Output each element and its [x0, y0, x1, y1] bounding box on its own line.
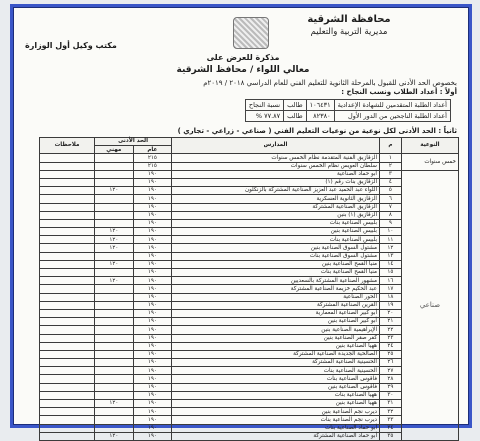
notes: [40, 203, 95, 211]
header-notes: ملاحظات: [40, 138, 95, 154]
school-name: ديرب نجم الصناعية بنات: [172, 416, 380, 424]
min-general: ٢١٥: [133, 154, 171, 162]
min-general: ١٩٠: [133, 359, 171, 367]
section-2-title: ثانياً : الحد الأدنى لكل نوعية من نوعيات التعليم الفني ( صناعي - زراعي - تجاري ): [177, 127, 457, 135]
row-number: ١٢: [380, 244, 402, 252]
pass-rate-value: ٧٧.٨٧ %: [245, 111, 283, 122]
notes: [40, 211, 95, 219]
notes: [40, 424, 95, 432]
row-number: ٨: [380, 211, 402, 219]
school-name: فاقوس الصناعية بنات: [172, 375, 380, 383]
school-name: ههيا الصناعية بنات: [172, 391, 380, 399]
notes: [40, 400, 95, 408]
table-row: [40, 178, 459, 186]
min-technical: [95, 367, 133, 375]
school-name: الزقازيق (١) بنين: [172, 211, 380, 219]
table-row: [40, 203, 459, 211]
school-name: أبو حماد الصناعية المشتركة: [172, 432, 380, 440]
summary-unit: طالب: [284, 111, 307, 122]
min-general: ١٩٠: [133, 228, 171, 236]
min-grades-table: [39, 137, 459, 441]
min-technical: [95, 416, 133, 424]
header-type: النوعية: [401, 138, 458, 154]
school-name: اللواء عبد الحميد عبد العزيز الصناعية المشتركة بالزنكلون: [172, 187, 380, 195]
school-name: الزقازيق الفنية المتقدمة نظام الخمس سنوات: [172, 154, 380, 162]
school-name: الزقازيق الثانوية العسكرية: [172, 195, 380, 203]
governorate-name: محافظة الشرقية: [307, 14, 391, 25]
notes: [40, 293, 95, 301]
row-number: ٣٢: [380, 408, 402, 416]
memo-subject: بخصوص الحد الأدنى للقبول بالمرحلة الثانوية للتعليم الفني للعام الدراسي ٢٠١٨ / ٢٠١٩م: [203, 79, 457, 87]
summary-value: ٨٢٣٨٠: [306, 111, 334, 122]
table-row: [40, 375, 459, 383]
notes: [40, 309, 95, 317]
min-general: ١٩٠: [133, 391, 171, 399]
notes: [40, 375, 95, 383]
notes: [40, 318, 95, 326]
header-number: م: [380, 138, 402, 154]
min-technical: [95, 408, 133, 416]
notes: [40, 350, 95, 358]
school-name: الحسينية الصناعية بنات: [172, 367, 380, 375]
min-general: ١٩٠: [133, 252, 171, 260]
type-note-cell: خمس سنوات: [401, 154, 458, 170]
table-header-row: [40, 138, 459, 146]
min-general: ١٩٠: [133, 350, 171, 358]
memo-title: مذكرة للعرض على: [206, 53, 280, 62]
table-row: [40, 269, 459, 277]
table-row: [40, 293, 459, 301]
school-name: فاقوس الصناعية بنين: [172, 383, 380, 391]
row-number: ٣: [380, 170, 402, 178]
min-general: ١٩٠: [133, 301, 171, 309]
row-number: ١٦: [380, 277, 402, 285]
letterhead: [289, 13, 409, 39]
min-general: ١٩٠: [133, 195, 171, 203]
header-min-grade: الحد الأدنى: [95, 138, 172, 146]
min-general: ١٩٠: [133, 293, 171, 301]
row-number: ٢٢: [380, 326, 402, 334]
row-number: ٢٦: [380, 359, 402, 367]
min-technical: [95, 252, 133, 260]
table-row: [40, 277, 459, 285]
table-row: [40, 318, 459, 326]
min-technical: [95, 170, 133, 178]
table-row: [40, 252, 459, 260]
school-name: أبو كبير الصناعية بنين: [172, 318, 380, 326]
summary-value: ١٠٦٤٣١: [306, 100, 334, 111]
min-general: ١٩٠: [133, 375, 171, 383]
office-name: مكتب وكيل أول الوزارة: [25, 41, 117, 50]
table-row: [40, 408, 459, 416]
row-number: ٣٣: [380, 416, 402, 424]
row-number: ٦: [380, 195, 402, 203]
row-number: ١: [380, 154, 402, 162]
min-general: ١٩٠: [133, 203, 171, 211]
table-row: [40, 228, 459, 236]
row-number: ١١: [380, 236, 402, 244]
notes: [40, 236, 95, 244]
min-technical: [95, 424, 133, 432]
memo-body: [25, 79, 457, 97]
row-number: ١٠: [380, 228, 402, 236]
min-technical: ١٢٠: [95, 236, 133, 244]
row-number: ٢٨: [380, 375, 402, 383]
notes: [40, 269, 95, 277]
table-row: [40, 383, 459, 391]
row-number: ٢٠: [380, 309, 402, 317]
min-general: ١٩٠: [133, 211, 171, 219]
notes: [40, 178, 95, 186]
school-name: ههيا الصناعية بنين: [172, 342, 380, 350]
results-summary-table: [245, 99, 451, 122]
min-technical: ١٢٠: [95, 400, 133, 408]
table-row: [40, 359, 459, 367]
table-row: [40, 416, 459, 424]
school-name: ههيا الصناعية بنين: [172, 400, 380, 408]
school-name: كفر صقر الصناعية بنين: [172, 334, 380, 342]
notes: [40, 334, 95, 342]
min-technical: [95, 350, 133, 358]
table-row: [40, 367, 459, 375]
row-number: ٩: [380, 219, 402, 227]
row-number: ١٤: [380, 260, 402, 268]
table-row: [40, 162, 459, 170]
section-1-title: أولاً : أعداد الطلاب ونسب النجاح :: [341, 88, 457, 96]
memo-addressee: معالي اللواء / محافظ الشرقية: [176, 65, 310, 75]
school-name: سلطان العويس نظام الخمس سنوات: [172, 162, 380, 170]
row-number: ٢٣: [380, 334, 402, 342]
notes: [40, 432, 95, 440]
summary-label: أعداد الطلبة الناجحين من الدور الأول: [334, 111, 450, 122]
table-row: [40, 432, 459, 440]
notes: [40, 260, 95, 268]
school-name: منيا القمح الصناعية بنين: [172, 260, 380, 268]
min-general: ١٩٠: [133, 244, 171, 252]
min-general: ١٩٠: [133, 309, 171, 317]
school-name: أبو كبير الصناعية المعمارية: [172, 309, 380, 317]
min-technical: [95, 178, 133, 186]
min-technical: [95, 154, 133, 162]
min-technical: [95, 195, 133, 203]
summary-row: [245, 100, 450, 111]
school-name: الحسينية الصناعية المشتركة: [172, 359, 380, 367]
row-number: ٧: [380, 203, 402, 211]
school-name: الحور الصناعية: [172, 293, 380, 301]
min-technical: [95, 342, 133, 350]
table-row: [40, 187, 459, 195]
scanned-memo-page: [10, 4, 472, 440]
notes: [40, 195, 95, 203]
row-number: ٢٤: [380, 342, 402, 350]
row-number: ١٥: [380, 269, 402, 277]
school-name: منيا القمح الصناعية بنات: [172, 269, 380, 277]
row-number: ١٨: [380, 293, 402, 301]
min-general: ١٩٠: [133, 318, 171, 326]
min-technical: [95, 375, 133, 383]
min-technical: [95, 383, 133, 391]
notes: [40, 219, 95, 227]
table-row: [40, 211, 459, 219]
row-number: ٤: [380, 178, 402, 186]
table-row: [40, 326, 459, 334]
row-number: ٣١: [380, 400, 402, 408]
notes: [40, 359, 95, 367]
type-cell: صناعي: [401, 170, 458, 440]
header-general: عام: [133, 146, 171, 154]
notes: [40, 416, 95, 424]
emblem-icon: [233, 17, 269, 49]
table-row: [40, 195, 459, 203]
school-name: مشهور الصناعية المشتركة بالسعديين: [172, 277, 380, 285]
min-technical: [95, 326, 133, 334]
min-general: ١٩٠: [133, 178, 171, 186]
school-name: مشتول السوق الصناعية بنات: [172, 252, 380, 260]
notes: [40, 285, 95, 293]
min-general: ١٩٠: [133, 187, 171, 195]
min-technical: [95, 309, 133, 317]
table-body: [40, 154, 459, 441]
school-name: مشتول السوق الصناعية بنين: [172, 244, 380, 252]
notes: [40, 342, 95, 350]
school-name: بلبيس الصناعية بنات: [172, 236, 380, 244]
table-row: [40, 350, 459, 358]
min-general: ١٩٠: [133, 236, 171, 244]
min-general: ٢١٥: [133, 162, 171, 170]
min-technical: [95, 293, 133, 301]
min-technical: [95, 391, 133, 399]
notes: [40, 277, 95, 285]
min-general: ١٩٠: [133, 219, 171, 227]
min-general: ١٩٠: [133, 170, 171, 178]
table-row: [40, 260, 459, 268]
min-general: ١٩٠: [133, 326, 171, 334]
min-technical: [95, 334, 133, 342]
header-technical: مهني: [95, 146, 133, 154]
min-technical: [95, 162, 133, 170]
table-row: [40, 309, 459, 317]
school-name: بلبيس الصناعية بنات: [172, 219, 380, 227]
min-general: ١٩٠: [133, 432, 171, 440]
notes: [40, 367, 95, 375]
row-number: ٥: [380, 187, 402, 195]
row-number: ١٧: [380, 285, 402, 293]
min-technical: [95, 359, 133, 367]
min-general: ١٩٠: [133, 367, 171, 375]
min-technical: [95, 301, 133, 309]
row-number: ١٣: [380, 252, 402, 260]
min-general: ١٩٠: [133, 408, 171, 416]
min-general: ١٩٠: [133, 260, 171, 268]
notes: [40, 244, 95, 252]
row-number: ٢٧: [380, 367, 402, 375]
table-row: [40, 244, 459, 252]
min-general: ١٩٠: [133, 424, 171, 432]
school-name: ديرب نجم الصناعية بنين: [172, 408, 380, 416]
min-technical: ١٢٠: [95, 244, 133, 252]
notes: [40, 187, 95, 195]
min-technical: ١٢٠: [95, 260, 133, 268]
notes: [40, 162, 95, 170]
min-technical: [95, 318, 133, 326]
min-technical: [95, 211, 133, 219]
school-name: أبو حماد الصناعية: [172, 170, 380, 178]
header-schools: المدارس: [172, 138, 380, 154]
table-row: [40, 236, 459, 244]
min-technical: [95, 269, 133, 277]
row-number: ٣٠: [380, 391, 402, 399]
table-row: [40, 301, 459, 309]
notes: [40, 391, 95, 399]
min-technical: [95, 203, 133, 211]
school-name: الزقازيق الصناعية المشتركة: [172, 203, 380, 211]
notes: [40, 326, 95, 334]
school-name: الإبراهيمية الصناعية بنين: [172, 326, 380, 334]
summary-unit: طالب: [284, 100, 307, 111]
table-row: [40, 334, 459, 342]
min-general: ١٩٠: [133, 334, 171, 342]
table-row: [40, 400, 459, 408]
school-name: الزقازيق بنات رقم (١): [172, 178, 380, 186]
table-row: [40, 170, 459, 178]
min-technical: [95, 219, 133, 227]
table-row: [40, 219, 459, 227]
min-general: ١٩٠: [133, 277, 171, 285]
summary-label: أعداد الطلبة المتقدمين للشهادة الإعدادية: [334, 100, 450, 111]
row-number: ٣٤: [380, 424, 402, 432]
row-number: ٢١: [380, 318, 402, 326]
min-technical: ١٢٠: [95, 187, 133, 195]
school-name: الصالحية الجديدة الصناعية المشتركة: [172, 350, 380, 358]
notes: [40, 154, 95, 162]
notes: [40, 170, 95, 178]
notes: [40, 383, 95, 391]
school-name: بلبيس الصناعية بنين: [172, 228, 380, 236]
min-technical: ١٢٠: [95, 228, 133, 236]
summary-row: [245, 111, 450, 122]
row-number: ٢: [380, 162, 402, 170]
notes: [40, 252, 95, 260]
min-general: ١٩٠: [133, 416, 171, 424]
row-number: ٢٥: [380, 350, 402, 358]
school-name: عبد الحكيم خزيمة الصناعية المشتركة: [172, 285, 380, 293]
school-name: القرين الصناعية المشتركة: [172, 301, 380, 309]
min-technical: ١٢٠: [95, 277, 133, 285]
directorate-name: مديرية التربية والتعليم: [310, 27, 388, 37]
pass-rate-label: نسبة النجاح: [245, 100, 283, 111]
table-row: [40, 342, 459, 350]
row-number: ١٩: [380, 301, 402, 309]
row-number: ٣٥: [380, 432, 402, 440]
row-number: ٢٩: [380, 383, 402, 391]
notes: [40, 301, 95, 309]
min-general: ١٩٠: [133, 383, 171, 391]
school-name: أبو حماد الصناعية بنات: [172, 424, 380, 432]
table-row: [40, 424, 459, 432]
min-general: ١٩٠: [133, 285, 171, 293]
min-general: ١٩٠: [133, 342, 171, 350]
notes: [40, 408, 95, 416]
min-general: ١٩٠: [133, 400, 171, 408]
table-row: [40, 391, 459, 399]
min-technical: [95, 285, 133, 293]
min-general: ١٩٠: [133, 269, 171, 277]
table-row: [40, 154, 459, 162]
notes: [40, 228, 95, 236]
table-row: [40, 285, 459, 293]
min-technical: ١٢٠: [95, 432, 133, 440]
